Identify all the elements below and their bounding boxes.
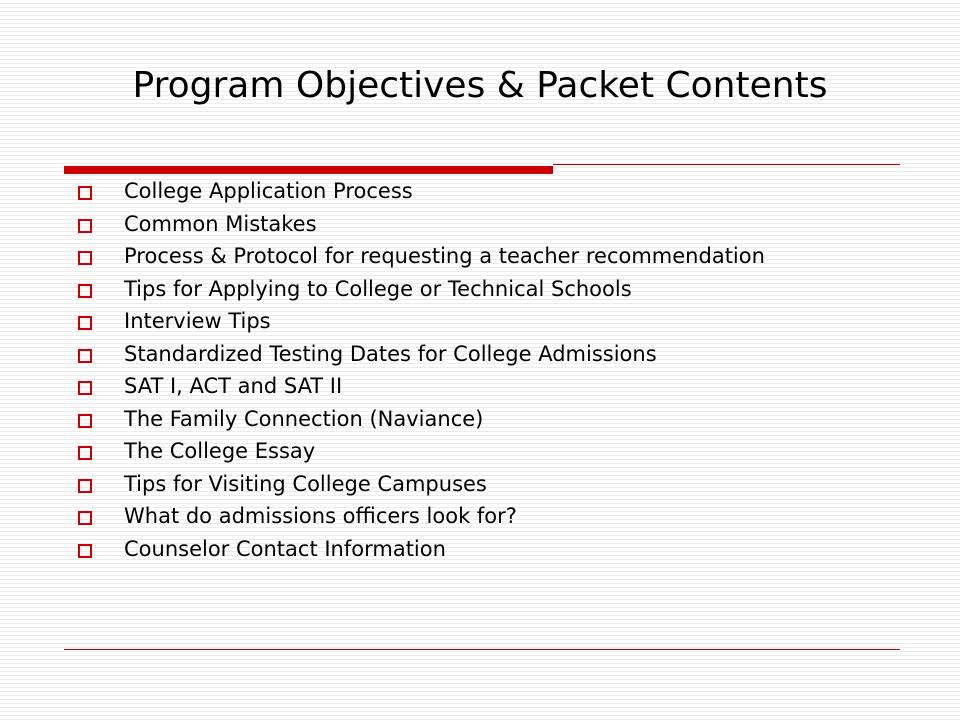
list-item-text: Process & Protocol for requesting a teacher recommendation <box>124 244 765 268</box>
list-item-text: Tips for Visiting College Campuses <box>124 471 487 496</box>
square-bullet-icon <box>78 219 92 233</box>
list-item <box>76 375 896 398</box>
list-item <box>76 440 896 463</box>
square-bullet-icon <box>78 446 92 460</box>
list-item-text: The College Essay <box>124 439 316 463</box>
list-item <box>76 245 896 268</box>
list-item-text: Tips for Applying to College or Technical Schools <box>124 276 632 301</box>
square-bullet-icon <box>78 316 92 330</box>
list-item <box>76 408 896 431</box>
square-bullet-icon <box>78 414 92 428</box>
list-item-text: College Application Process <box>124 179 413 203</box>
contents-list <box>76 180 896 570</box>
slide-title: Program Objectives & Packet Contents <box>132 65 828 106</box>
footer-rule <box>64 649 900 650</box>
list-item-text: Common Mistakes <box>124 211 317 236</box>
title-underline-thin <box>553 164 900 165</box>
list-item <box>76 180 896 203</box>
list-item <box>76 538 896 561</box>
square-bullet-icon <box>78 511 92 525</box>
square-bullet-icon <box>78 251 92 265</box>
list-item <box>76 343 896 366</box>
title-underline-accent <box>64 166 553 174</box>
square-bullet-icon <box>78 544 92 558</box>
list-item-text: Interview Tips <box>124 309 271 333</box>
list-item <box>76 310 896 333</box>
square-bullet-icon <box>78 479 92 493</box>
list-item <box>76 278 896 301</box>
square-bullet-icon <box>78 186 92 200</box>
list-item <box>76 505 896 528</box>
list-item-text: Standardized Testing Dates for College Admissions <box>124 341 657 366</box>
list-item-text: The Family Connection (Naviance) <box>124 406 484 431</box>
list-item <box>76 473 896 496</box>
square-bullet-icon <box>78 381 92 395</box>
list-item-text: Counselor Contact Information <box>124 536 446 561</box>
list-item-text: SAT I, ACT and SAT II <box>124 374 343 398</box>
list-item <box>76 213 896 236</box>
list-item-text: What do admissions officers look for? <box>124 504 517 528</box>
square-bullet-icon <box>78 284 92 298</box>
square-bullet-icon <box>78 349 92 363</box>
